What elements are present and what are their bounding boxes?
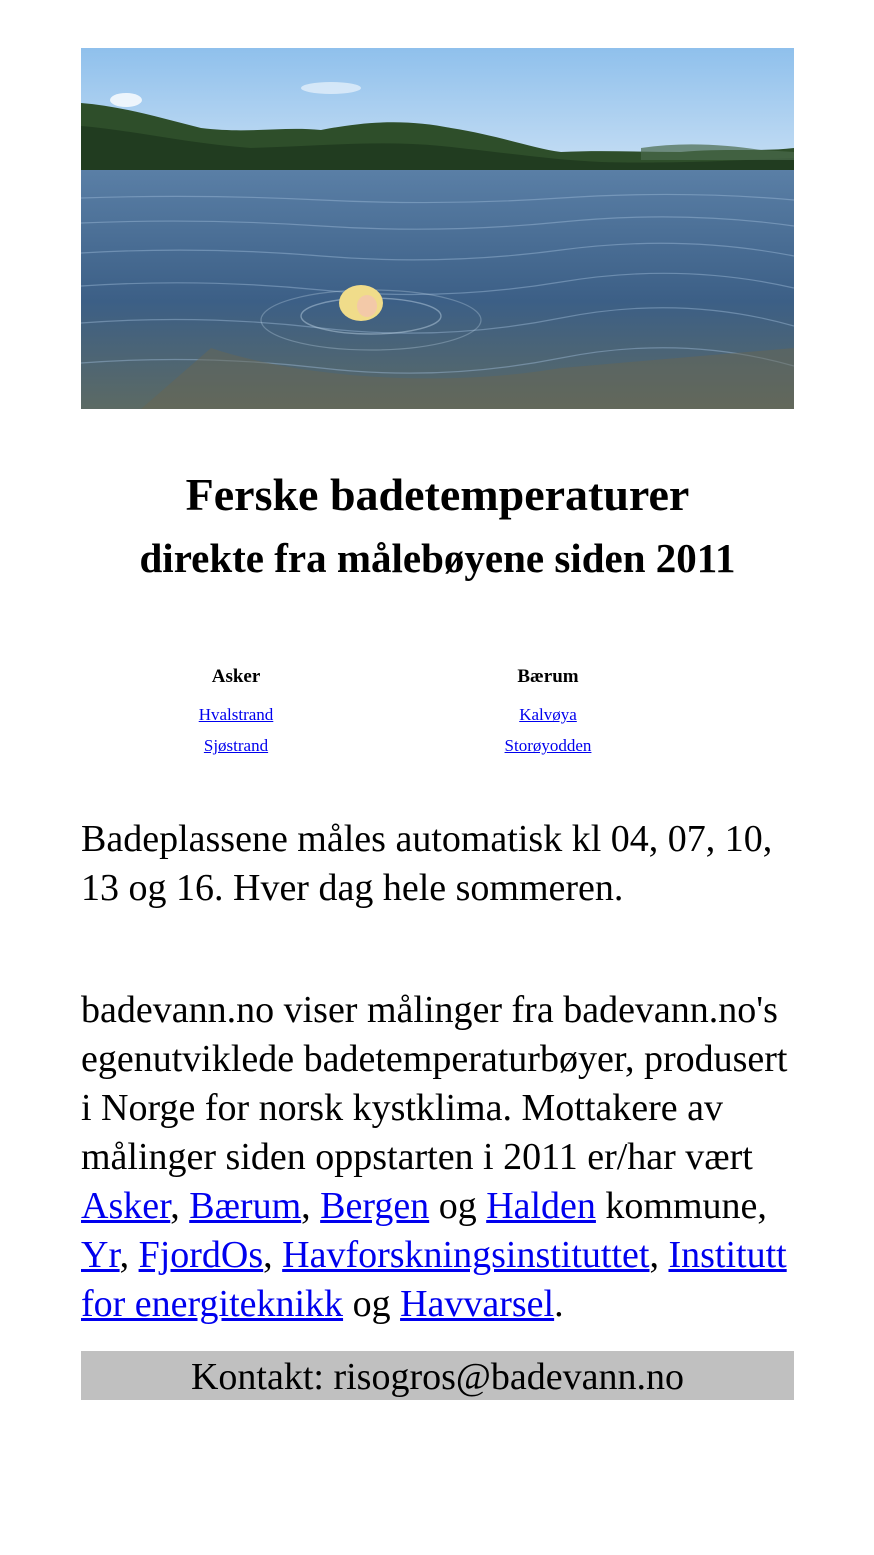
about-end: . <box>554 1283 564 1325</box>
link-havforskningsinstituttet[interactable]: Havforskningsinstituttet <box>282 1234 650 1276</box>
link-havvarsel[interactable]: Havvarsel <box>400 1283 555 1325</box>
page-content <box>81 48 794 1400</box>
link-yr[interactable]: Yr <box>81 1234 120 1276</box>
link-institutt-for-energiteknikk[interactable]: Institutt for energiteknikk <box>81 1234 787 1325</box>
link-halden[interactable]: Halden <box>486 1185 596 1227</box>
link-kalvoya[interactable]: Kalvøya <box>519 705 577 724</box>
about-sep: , <box>649 1234 669 1276</box>
link-asker[interactable]: Asker <box>81 1185 171 1227</box>
headline-line-1: Ferske badetemperaturer <box>185 469 690 520</box>
area-asker <box>116 665 356 761</box>
about-intro: badevann.no viser målinger fra badevann.no's egenutviklede badetemperaturbøyer, produsert i Norge for norsk kystklima. Mottakere av målinger siden oppstarten i 2011 er/har vært <box>81 989 788 1178</box>
hero-lake-photo <box>81 48 794 409</box>
headline-line-2: direkte fra målebøyene siden 2011 <box>139 535 736 581</box>
locations-grid <box>81 665 794 815</box>
link-bergen[interactable]: Bergen <box>320 1185 430 1227</box>
about-sep: , <box>301 1185 321 1227</box>
about-sep: , <box>170 1185 190 1227</box>
link-hvalstrand[interactable]: Hvalstrand <box>198 705 274 724</box>
page-headline <box>81 465 794 591</box>
link-baerum[interactable]: Bærum <box>189 1185 302 1227</box>
schedule-text: Badeplassene måles automatisk kl 04, 07, 10, 13 og 16. Hver dag hele sommeren. <box>81 818 773 909</box>
about-sep: og <box>429 1185 487 1227</box>
contact-bar <box>81 1351 794 1400</box>
area-title-baerum: Bærum <box>517 666 579 687</box>
about-sep: , <box>263 1234 283 1276</box>
about-text <box>81 986 794 1329</box>
link-sjostrand[interactable]: Sjøstrand <box>203 736 269 755</box>
link-storoyodden[interactable]: Storøyodden <box>504 736 592 755</box>
area-title-asker: Asker <box>211 666 261 687</box>
link-fjordos[interactable]: FjordOs <box>138 1234 264 1276</box>
contact-text[interactable]: Kontakt: risogros@badevann.no <box>190 1356 685 1398</box>
about-sep: , <box>119 1234 139 1276</box>
about-sep: og <box>343 1283 401 1325</box>
about-sep: kommune, <box>595 1185 767 1227</box>
area-baerum <box>428 665 668 761</box>
